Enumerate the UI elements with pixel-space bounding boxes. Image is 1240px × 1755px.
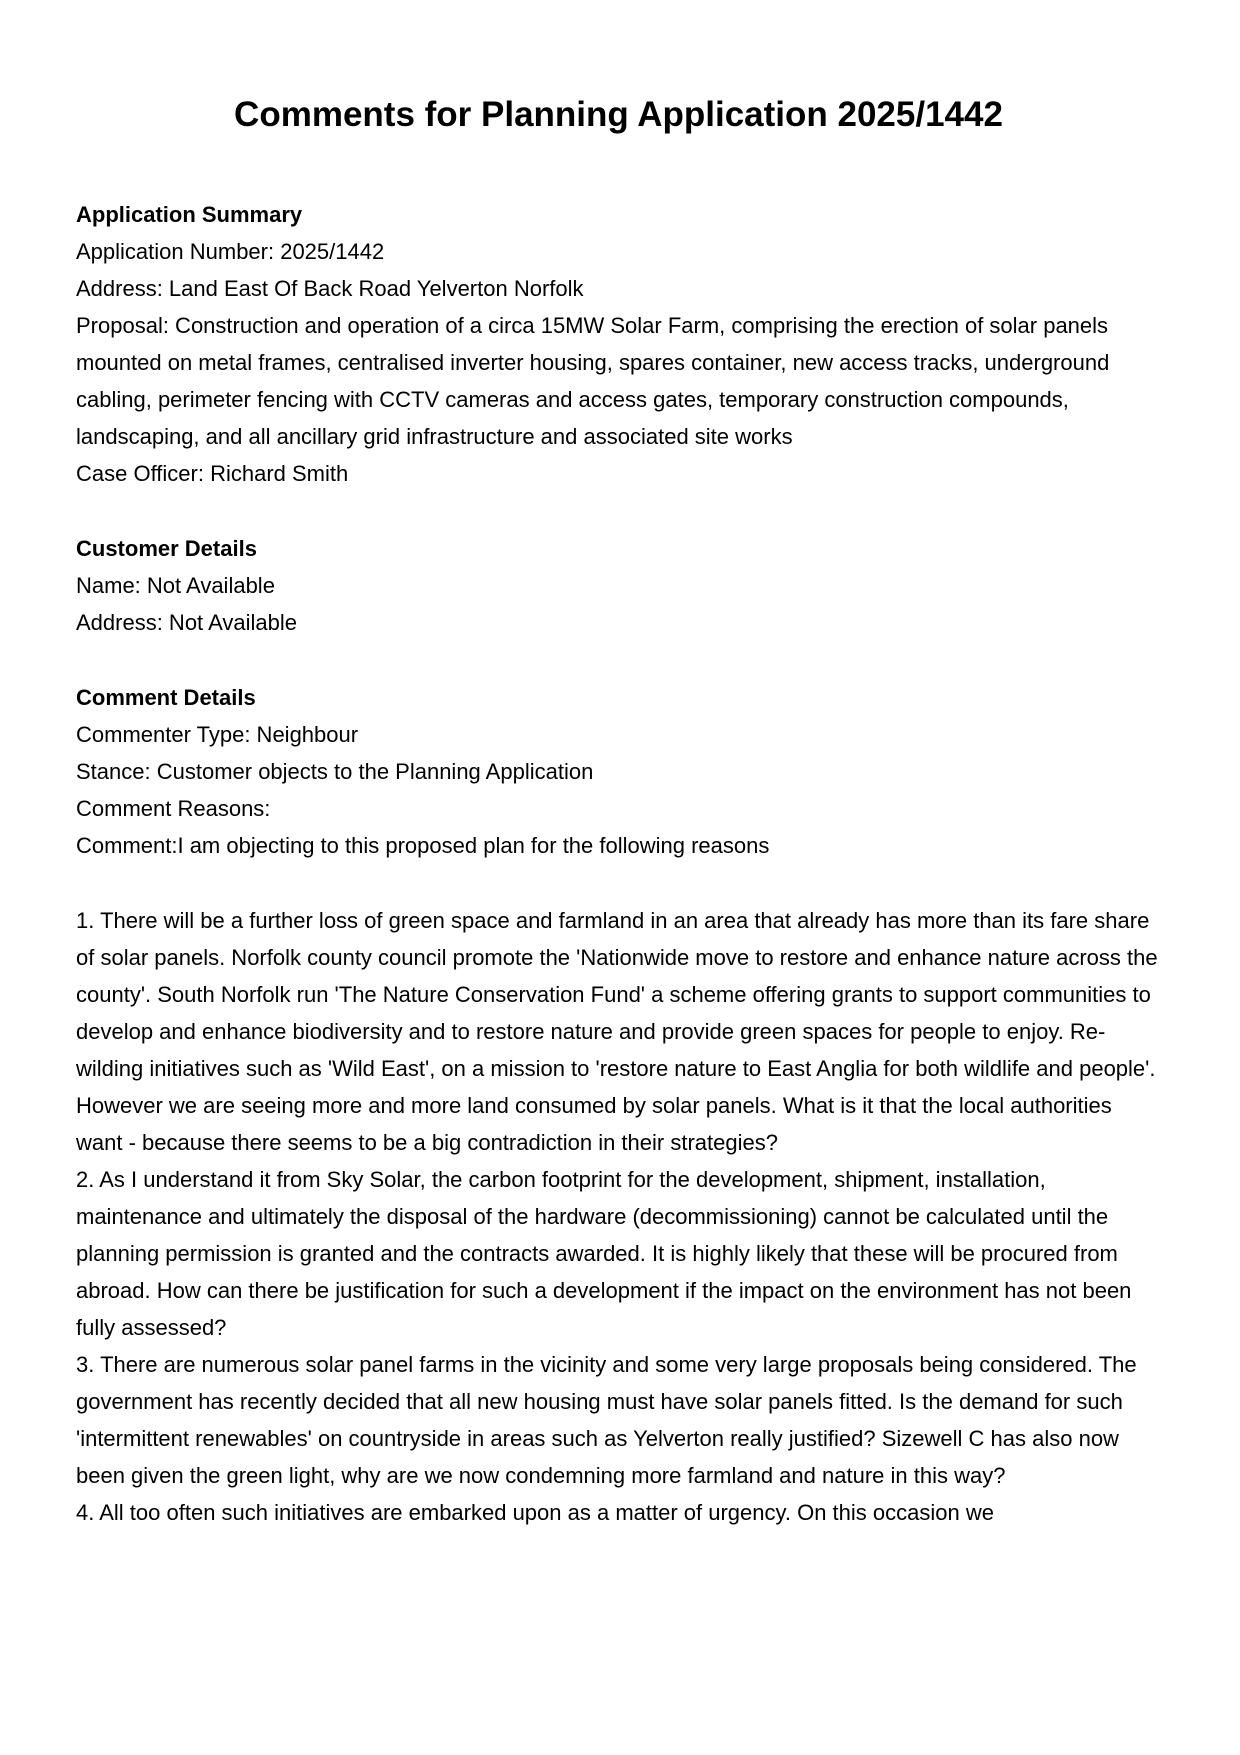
application-address-line: Address: Land East Of Back Road Yelverton Norfolk	[76, 276, 584, 301]
stance-line: Stance: Customer objects to the Planning Application	[76, 759, 594, 784]
case-officer-line: Case Officer: Richard Smith	[76, 461, 349, 486]
section-application-summary	[76, 196, 1161, 492]
comment-paragraph-4: 4. All too often such initiatives are embarked upon as a matter of urgency. On this occasion we	[76, 1500, 994, 1525]
customer-name-line: Name: Not Available	[76, 573, 275, 598]
comment-body	[76, 902, 1161, 1531]
section-comment-details	[76, 679, 1161, 864]
comment-paragraph-2: 2. As I understand it from Sky Solar, the carbon footprint for the development, shipment, installation, maintenance and ultimately the disposal of the hardware (decommissioning) cannot be calculated until the planning permission is granted and the contracts awarded. It is highly likely that these will be procured from abroad. How can there be justification for such a development if the impact on the environment has not been fully assessed?	[76, 1167, 1132, 1340]
customer-details-heading: Customer Details	[76, 536, 257, 561]
customer-address-line: Address: Not Available	[76, 610, 297, 635]
application-summary-heading: Application Summary	[76, 202, 303, 227]
page-title: Comments for Planning Application 2025/1442	[234, 95, 1003, 134]
comment-details-heading: Comment Details	[76, 685, 256, 710]
comment-paragraph-3: 3. There are numerous solar panel farms in the vicinity and some very large proposals being considered. The government has recently decided that all new housing must have solar panels fitted. Is the demand for such 'intermittent renewables' on countryside in areas such as Yelverton really justified? Sizewell C has also now been given the green light, why are we now condemning more farmland and nature in this way?	[76, 1352, 1137, 1488]
application-number-line: Application Number: 2025/1442	[76, 239, 385, 264]
section-customer-details	[76, 530, 1161, 641]
comment-reasons-line: Comment Reasons:	[76, 796, 271, 821]
commenter-type-line: Commenter Type: Neighbour	[76, 722, 359, 747]
comment-intro-line: Comment:I am objecting to this proposed plan for the following reasons	[76, 833, 770, 858]
proposal-line: Proposal: Construction and operation of a circa 15MW Solar Farm, comprising the erection of solar panels mounted on metal frames, centralised inverter housing, spares container, new access tracks, underground cabling, perimeter fencing with CCTV cameras and access gates, temporary construction compounds, landscaping, and all ancillary grid infrastructure and associated site works	[76, 313, 1110, 449]
comment-paragraph-1: 1. There will be a further loss of green space and farmland in an area that already has more than its fare share of solar panels. Norfolk county council promote the 'Nationwide move to restore and enhance nature across the county'. South Norfolk run 'The Nature Conservation Fund' a scheme offering grants to support communities to develop and enhance biodiversity and to restore nature and provide green spaces for people to enjoy. Re-wilding initiatives such as 'Wild East', on a mission to 'restore nature to East Anglia for both wildlife and people'. However we are seeing more and more land consumed by solar panels. What is it that the local authorities want - because there seems to be a big contradiction in their strategies?	[76, 908, 1158, 1155]
